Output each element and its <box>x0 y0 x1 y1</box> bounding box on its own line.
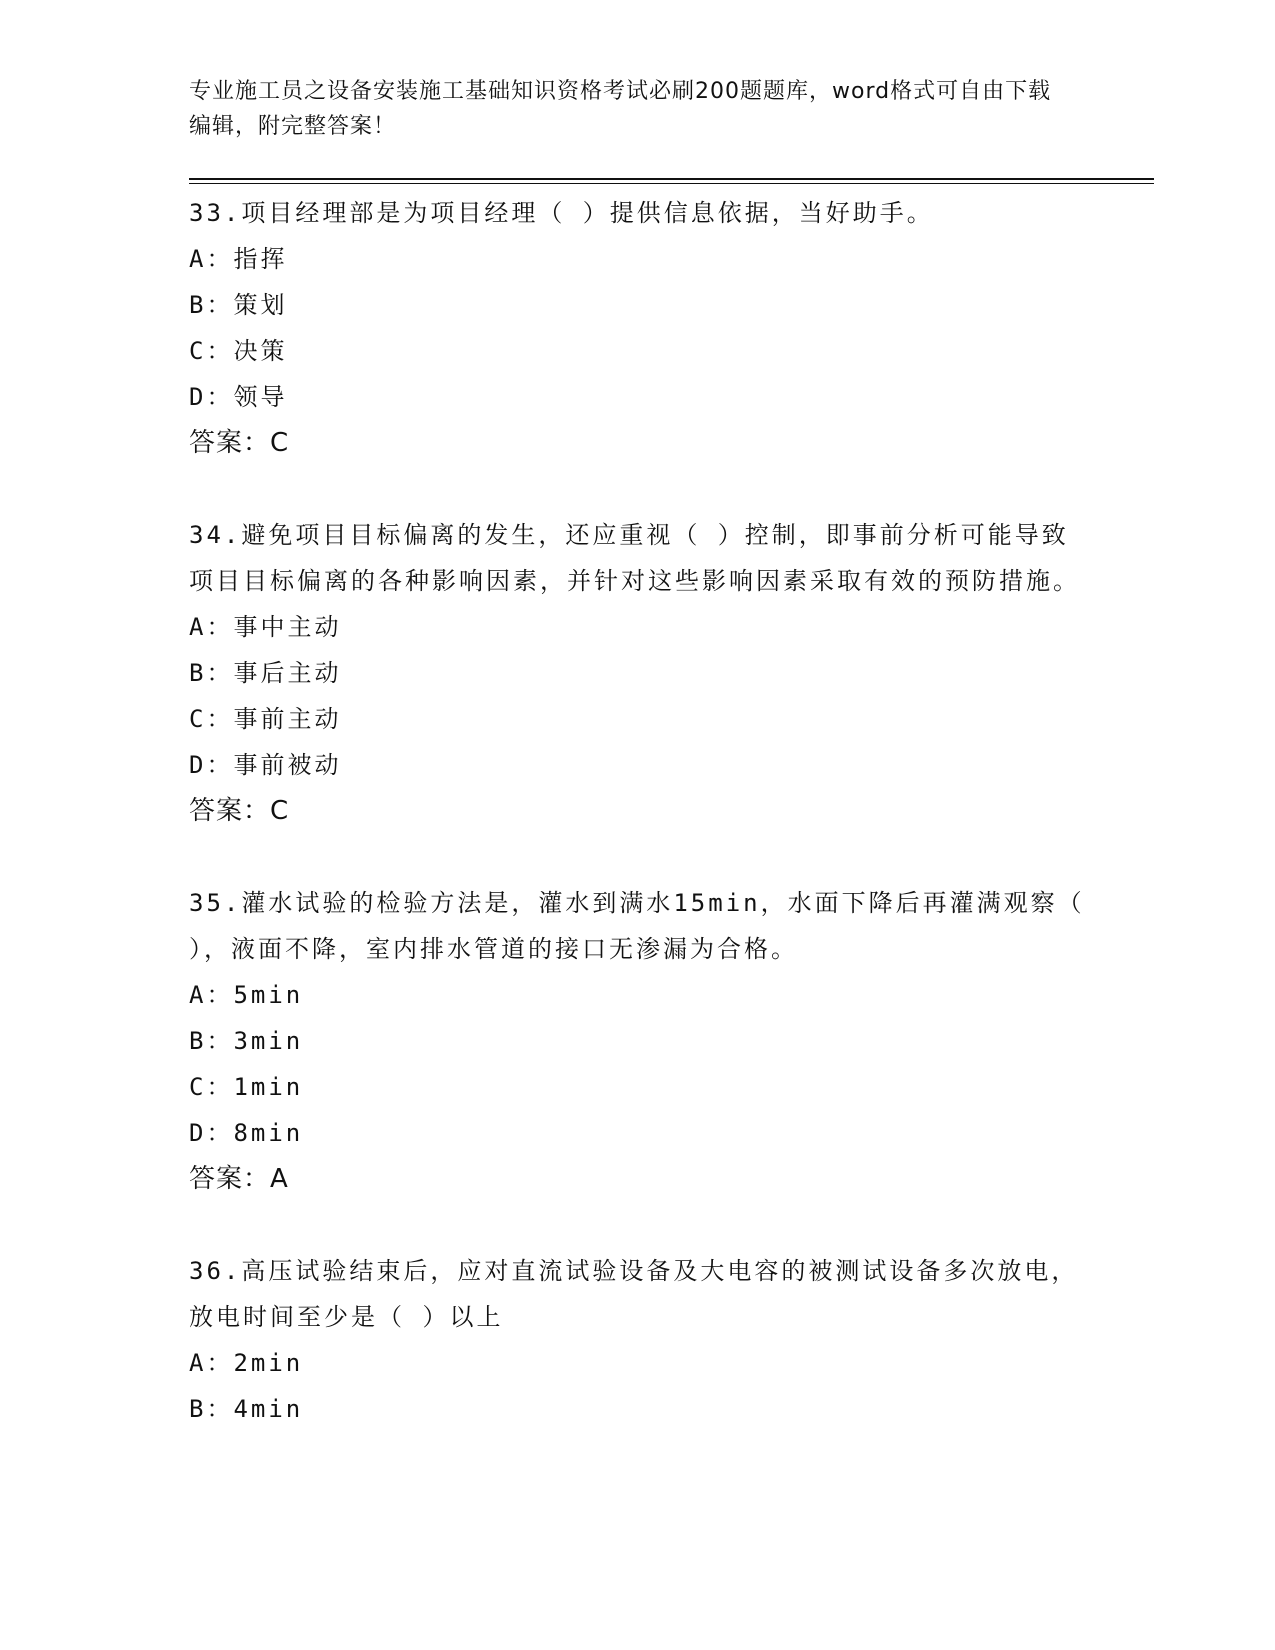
question-text: 34.避免项目目标偏离的发生，还应重视（ ）控制，即事前分析可能导致项目目标偏离的各种影响因素，并针对这些影响因素采取有效的预防措施。 <box>189 521 1080 595</box>
question-text: 33.项目经理部是为项目经理（ ）提供信息依据，当好助手。 <box>189 199 934 227</box>
document-header: 专业施工员之设备安装施工基础知识资格考试必刷200题题库，word格式可自由下载编辑，附完整答案！ <box>189 79 1052 139</box>
option-a: A：事中主动 <box>189 613 342 641</box>
question-item <box>189 512 1089 834</box>
option-a: A：2min <box>189 1349 304 1377</box>
option-b: B：3min <box>189 1027 304 1055</box>
header-divider-thin <box>189 183 1154 184</box>
option-d: D：8min <box>189 1119 304 1147</box>
option-b: B：事后主动 <box>189 659 342 687</box>
option-d: D：事前被动 <box>189 751 342 779</box>
question-item <box>189 1248 1089 1432</box>
question-text: 35.灌水试验的检验方法是，灌水到满水15min，水面下降后再灌满观察（ ），液面不降，室内排水管道的接口无渗漏为合格。 <box>189 889 1085 963</box>
question-item <box>189 190 1089 466</box>
option-a: A：5min <box>189 981 304 1009</box>
header-divider-thick <box>189 178 1154 180</box>
answer-text: 答案：A <box>189 1164 289 1194</box>
option-c: C：1min <box>189 1073 304 1101</box>
answer-text: 答案：C <box>189 796 290 826</box>
option-c: C：事前主动 <box>189 705 342 733</box>
question-text: 36.高压试验结束后，应对直流试验设备及大电容的被测试设备多次放电，放电时间至少是（ ）以上 <box>189 1257 1079 1331</box>
option-b: B：策划 <box>189 291 288 319</box>
question-item <box>189 880 1089 1202</box>
option-b: B：4min <box>189 1395 304 1423</box>
question-list <box>189 190 1089 1478</box>
option-a: A：指挥 <box>189 245 288 273</box>
option-d: D：领导 <box>189 383 288 411</box>
answer-text: 答案：C <box>189 428 290 458</box>
option-c: C：决策 <box>189 337 288 365</box>
